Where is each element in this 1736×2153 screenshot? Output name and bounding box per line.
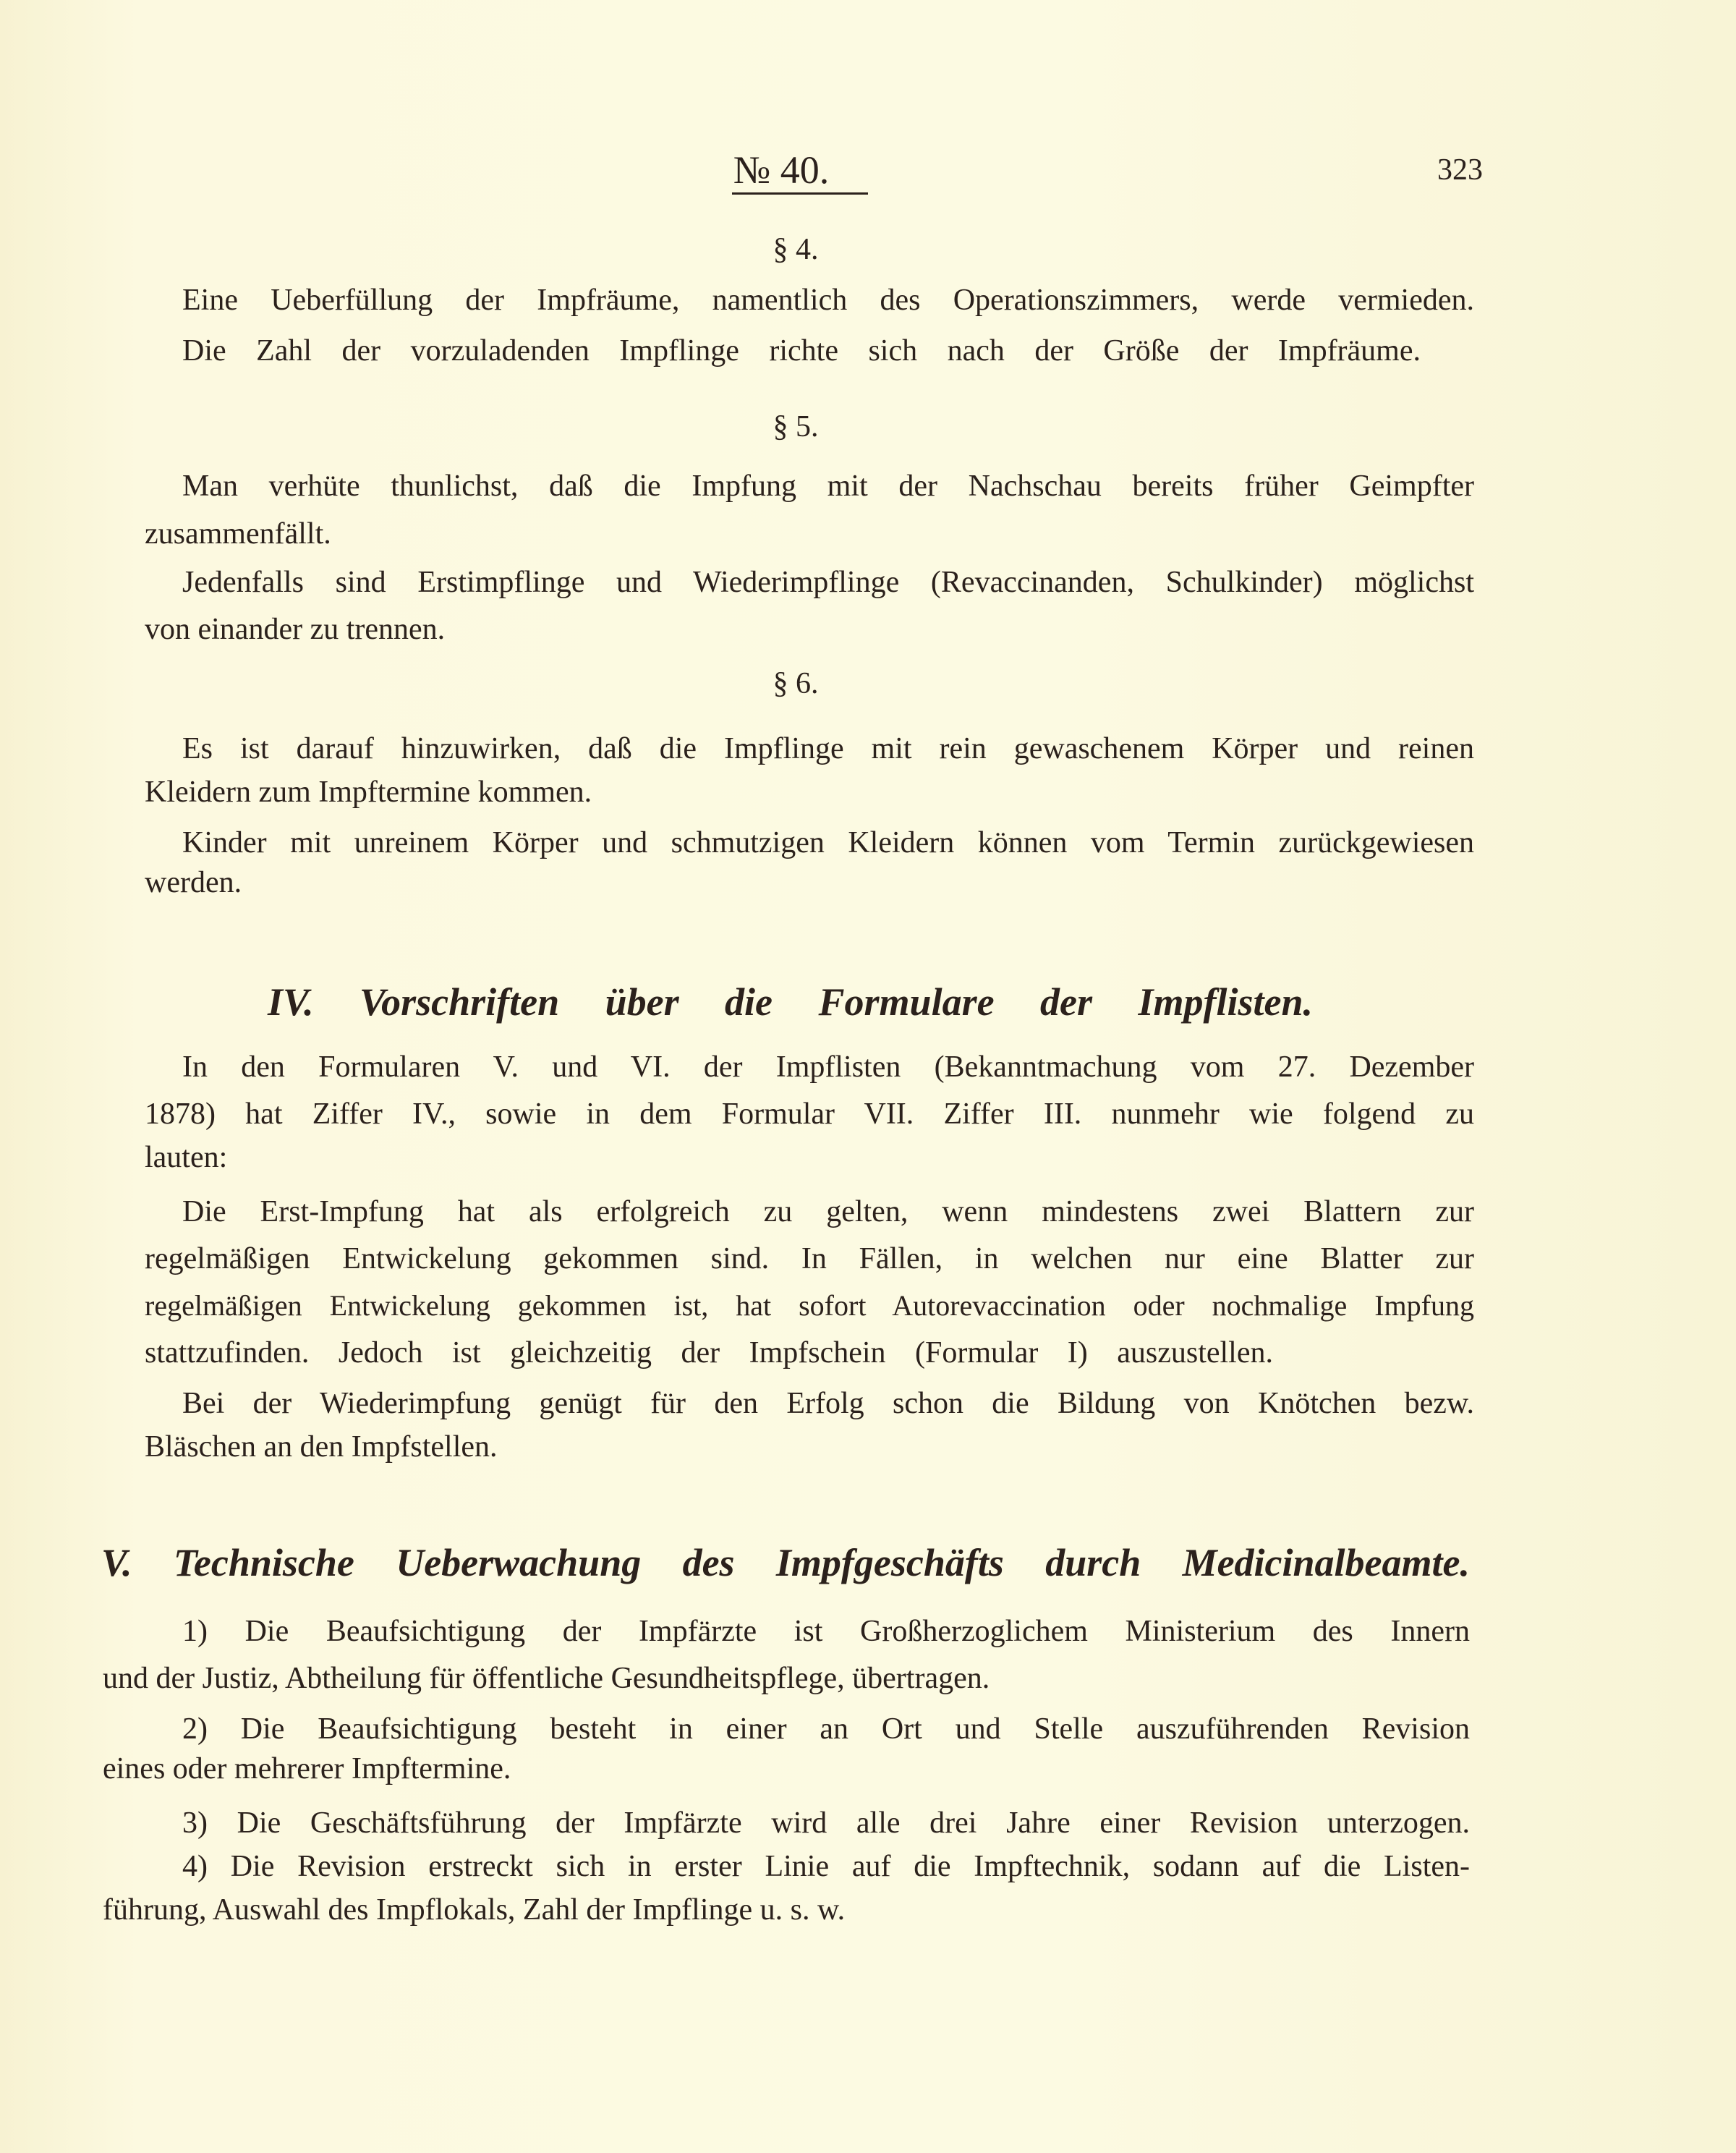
header-rule — [732, 192, 868, 195]
paragraph-line: Bläschen an den Impfstellen. — [145, 1430, 498, 1464]
page-number: 323 — [1437, 153, 1483, 187]
section-heading-4: § 4. — [773, 233, 819, 266]
paragraph-line: regelmäßigen Entwickelung gekommen ist, hat sofort Autorevaccination oder nochmalige Impfung — [145, 1289, 1474, 1322]
section-heading-6: § 6. — [773, 667, 819, 700]
paragraph-line: Die Zahl der vorzuladenden Impflinge richte sich nach der Größe der Impfräume. — [182, 334, 1421, 368]
list-item-line: 2) Die Beaufsichtigung besteht in einer an Ort und Stelle auszuführenden Revision — [182, 1712, 1470, 1746]
paragraph-line: werden. — [145, 866, 242, 899]
paragraph-line: Jedenfalls sind Erstimpflinge und Wiederimpflinge (Revaccinanden, Schulkinder) möglichst — [182, 566, 1474, 599]
list-item-line: 4) Die Revision erstreckt sich in erster Linie auf die Impftechnik, sodann auf die Listen- — [182, 1850, 1470, 1883]
section-heading-5: § 5. — [773, 410, 819, 443]
paragraph-line: In den Formularen V. und VI. der Impflisten (Bekanntmachung vom 27. Dezember — [182, 1050, 1474, 1084]
paragraph-line: Kinder mit unreinem Körper und schmutzigen Kleidern können vom Termin zurückgewiesen — [182, 826, 1474, 859]
paragraph-line: Man verhüte thunlichst, daß die Impfung mit der Nachschau bereits früher Geimpfter — [182, 470, 1474, 503]
issue-number: № 40. — [733, 148, 830, 192]
list-item-line: 1) Die Beaufsichtigung der Impfärzte ist Großherzoglichem Ministerium des Innern — [182, 1615, 1470, 1648]
list-item-line: führung, Auswahl des Impflokals, Zahl der Impflinge u. s. w. — [103, 1893, 846, 1927]
paragraph-line: von einander zu trennen. — [145, 613, 446, 646]
list-item-line: 3) Die Geschäftsführung der Impfärzte wird alle drei Jahre einer Revision unterzogen. — [182, 1806, 1470, 1840]
paragraph-line: Eine Ueberfüllung der Impfräume, namentlich des Operationszimmers, werde vermieden. — [182, 284, 1474, 317]
paragraph-line: Bei der Wiederimpfung genügt für den Erfolg schon die Bildung von Knötchen bezw. — [182, 1387, 1474, 1420]
paragraph-line: Die Erst-Impfung hat als erfolgreich zu gelten, wenn mindestens zwei Blattern zur — [182, 1195, 1474, 1228]
list-item-line: eines oder mehrerer Impftermine. — [103, 1752, 511, 1785]
list-item-line: und der Justiz, Abtheilung für öffentliche Gesundheitspflege, übertragen. — [103, 1662, 990, 1695]
paragraph-line: Es ist darauf hinzuwirken, daß die Impflinge mit rein gewaschenem Körper und reinen — [182, 732, 1474, 765]
paragraph-line: zusammenfällt. — [145, 517, 331, 551]
section-heading-iv: IV. Vorschriften über die Formulare der Impflisten. — [268, 980, 1313, 1024]
paragraph-line: regelmäßigen Entwickelung gekommen sind. In Fällen, in welchen nur eine Blatter zur — [145, 1242, 1474, 1275]
paragraph-line: 1878) hat Ziffer IV., sowie in dem Formular VII. Ziffer III. nunmehr wie folgend zu — [145, 1097, 1474, 1131]
paragraph-line: Kleidern zum Impftermine kommen. — [145, 776, 592, 809]
paragraph-line: stattzufinden. Jedoch ist gleichzeitig der Impfschein (Formular I) auszustellen. — [145, 1336, 1273, 1369]
paragraph-line: lauten: — [145, 1141, 228, 1174]
section-heading-v: V. Technische Ueberwachung des Impfgeschäfts durch Medicinalbeamte. — [101, 1541, 1470, 1584]
